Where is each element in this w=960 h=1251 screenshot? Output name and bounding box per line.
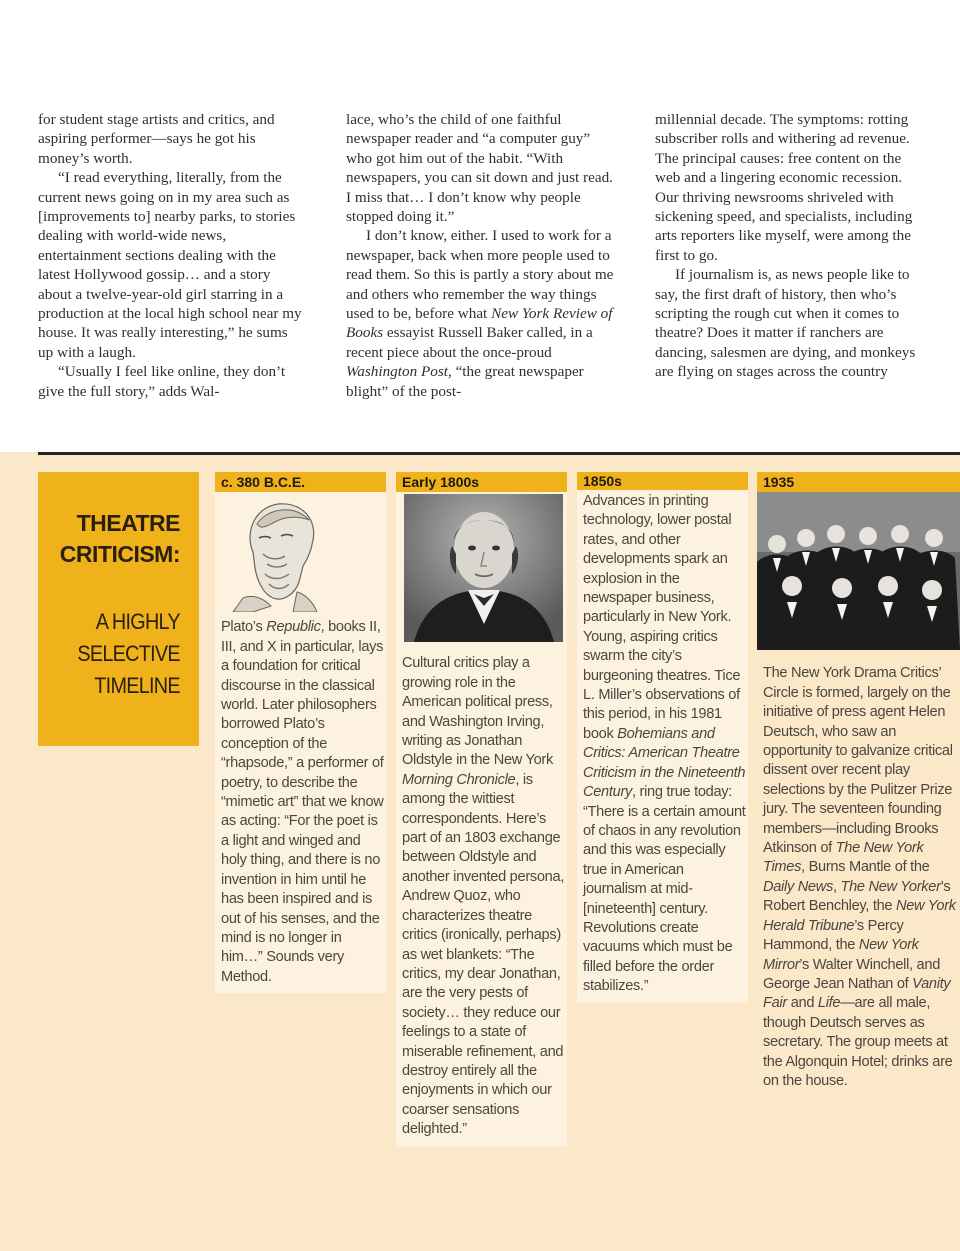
publication-title: The New Yorker: [840, 878, 941, 895]
timeline-entry-early-1800s: [396, 472, 567, 1146]
text-run: Advances in printing technology, lower postal rates, and other developments spark an explosion in the newspaper business, particularly in New York. Young, aspiring critics swarm the city’s burgeoning theatres. Tice L. Miller’s observations of this period, in his 1981 book: [583, 493, 741, 742]
book-title: Republic: [266, 619, 321, 636]
critics-circle-group-photo: [757, 492, 960, 650]
text-run: essayist Russell Baker called, in a recent piece about the once-proud: [346, 324, 593, 361]
publication-title: Washington Post: [346, 363, 448, 381]
era-body: [577, 490, 748, 1003]
subtitle-line: TIMELINE: [94, 673, 180, 698]
publication-title: Life: [817, 995, 841, 1012]
era-date: c. 380 B.C.E.: [215, 472, 386, 492]
era-body: [757, 492, 960, 1097]
era-date: Early 1800s: [396, 472, 567, 492]
paragraph: millennial decade. The symptoms: rotting subscriber rolls and withering ad revenue. The principal causes: free content on the web and a lingering economic recession. Our thriving newsrooms shriveled with sickening speed, and specialists, including arts reporters like myself, were among the first to go.: [655, 111, 913, 264]
era-date: 1850s: [577, 472, 748, 490]
subtitle-line: A HIGHLY: [95, 609, 180, 634]
text-run: ’s Robert Benchley, the: [763, 878, 951, 915]
era-text: [583, 492, 748, 997]
publication-title: New York Herald Tribune: [763, 898, 956, 934]
paragraph: for student stage artists and critics, and aspiring performer—says he got his money’s worth.: [38, 111, 275, 167]
timeline-section: [0, 452, 960, 1251]
era-text: [221, 618, 386, 987]
timeline-title-box: [38, 472, 199, 746]
era-text: [757, 656, 960, 1091]
timeline-title: [60, 508, 180, 570]
publication-title: New York Review of Books: [346, 305, 613, 342]
publication-title: Vanity Fair: [763, 975, 951, 1012]
paragraph: lace, who’s the child of one faithful newspaper reader and “a computer guy” who got him out of the habit. “With newspapers, you can sit down and just read. I miss that… I don’t know why people stopped doing it.”: [346, 111, 613, 226]
publication-title: The New York Times: [763, 840, 924, 876]
era-body: [396, 492, 567, 1146]
timeline-entry-1850s: [577, 472, 748, 1003]
era-text: [402, 648, 567, 1139]
divider: [38, 452, 960, 455]
title-line: CRITICISM:: [59, 541, 180, 567]
text-run: Plato’s: [221, 619, 267, 636]
paragraph: “I read everything, literally, from the current news going on in my area such as [improvements to] nearby parks, to stories dealing with world-wide news, entertainment sections dealing with the latest Hollywood gossip… and a story about a twelve-year-old girl starring in a production at the local high school near my house. It was really interesting,” he sums up with a laugh.: [38, 169, 302, 361]
text-run: —are all male, though Deutsch serves as secretary. The group meets at the Algonquin Hotel; drinks are on the house.: [763, 995, 953, 1089]
subtitle-line: SELECTIVE: [77, 641, 180, 666]
publication-title: Morning Chronicle: [402, 771, 516, 788]
title-line: THEATRE: [76, 510, 180, 536]
paragraph: “Usually I feel like online, they don’t give the full story,” adds Wal-: [38, 363, 286, 400]
plato-bust-image: [223, 492, 333, 612]
timeline-subtitle: [78, 606, 180, 702]
text-run: , ring true today: “There is a certain amount of chaos in any revolution and this was especially true in American journalism at mid-[nineteenth] century. Revolutions create vacuums which must be filled before the order stabilizes.”: [583, 784, 746, 995]
era-body: [215, 492, 386, 993]
text-run: ’s Walter Winchell, and George Jean Nathan of: [763, 956, 941, 992]
text-run: The New York Drama Critics’ Circle is formed, largely on the initiative of press agent Helen Deutsch, who saw an opportunity to galvanize critical dissent over recent play selections by the Pulitzer Prize jury. The seventeen founding members—including Brooks Atkinson of: [763, 665, 953, 857]
text-run: Cultural critics play a growing role in the American political press, and Washington Irving, writing as Jonathan Oldstyle in the New York: [402, 655, 553, 769]
text-run: , is among the wittiest correspondents. Here’s part of an 1803 exchange between Oldstyle and another invented persona, Andrew Quoz, who characterizes theatre critics (ironically, perhaps) as wet blankets: “The critics, my dear Jonathan, are the very pests of society… they reduce our feelings to a state of miserable refinement, and destroy entirely all the enjoyments in which our coarser sensations delighted.”: [402, 771, 565, 1138]
book-title: Bohemians and Critics: American Theatre Criticism in the Nineteenth Century: [583, 725, 746, 801]
paragraph: If journalism is, as news people like to say, the first draft of history, then who’s scripting the rough cut when it comes to theatre? Does it matter if ranchers are dancing, salesmen are dying, and monkeys are flying on stages across the country: [655, 266, 916, 381]
article-column-1: [38, 110, 306, 401]
washington-irving-portrait: [404, 494, 563, 642]
text-run: , “the great newspaper blight” of the post-: [346, 363, 584, 400]
text-run: , books II, III, and X in particular, lays a foundation for critical discourse in the classical world. Later philosophers borrowed Plato’s conception of the “rhapsode,” a performer of poetry, to describe the “mimetic art” that we know as acting: “For the poet is a light and winged and holy thing, and there is no invention in him until he has been inspired and is out of his senses, and the mind is no longer in him…” Sounds very Method.: [221, 619, 384, 985]
publication-title: Daily News: [763, 878, 833, 895]
article-column-2: [346, 110, 614, 401]
article-column-3: [655, 110, 923, 382]
text-run: ,: [832, 878, 841, 895]
text-run: , Burns Mantle of the: [801, 859, 930, 876]
timeline-entry-380bce: [215, 472, 386, 993]
paragraph: [346, 226, 614, 401]
timeline-entry-1935: [757, 472, 960, 1097]
text-run: ’s Percy Hammond, the: [763, 917, 904, 954]
text-run: I don’t know, either. I used to work for a newspaper, back when more people used to read them. So this is partly a story about me and others who remember the way things used to be, before what: [346, 227, 614, 323]
era-date: 1935: [757, 472, 960, 492]
publication-title: New York Mirror: [763, 937, 919, 973]
text-run: and: [786, 995, 818, 1012]
